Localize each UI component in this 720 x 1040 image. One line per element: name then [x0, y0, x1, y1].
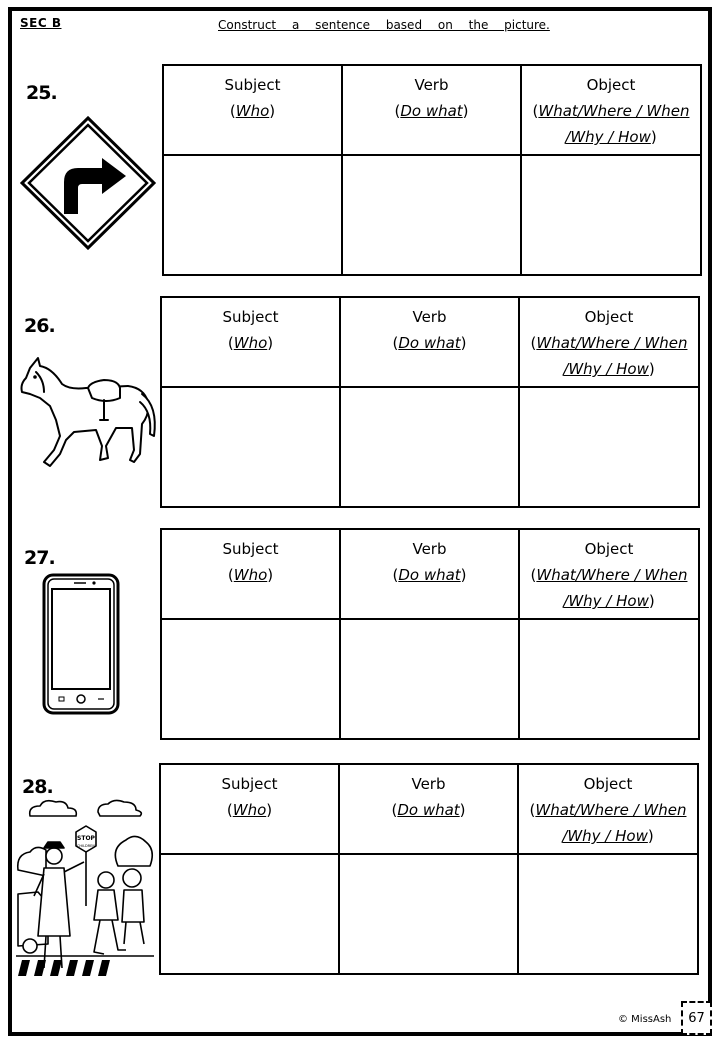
- subject-header: Subject (Who): [161, 297, 340, 387]
- object-answer-cell[interactable]: [519, 387, 699, 507]
- object-header: Object (What/Where / When /Why / How): [518, 764, 698, 854]
- answer-table-27: [160, 528, 700, 740]
- object-answer-cell[interactable]: [521, 155, 701, 275]
- verb-header: Verb (Do what): [342, 65, 521, 155]
- object-answer-cell[interactable]: [518, 854, 698, 974]
- object-header: Object (What/Where / When /Why / How): [519, 529, 699, 619]
- crossing-guard-scene-icon: [14, 796, 156, 978]
- subject-answer-cell[interactable]: [161, 387, 340, 507]
- answer-table-28: [159, 763, 699, 975]
- answer-table-25: [162, 64, 702, 276]
- subject-answer-cell[interactable]: [163, 155, 342, 275]
- stop-sign-text: STOP: [77, 835, 95, 842]
- object-header: Object (What/Where / When /Why / How): [521, 65, 701, 155]
- object-header: Object (What/Where / When /Why / How): [519, 297, 699, 387]
- verb-answer-cell[interactable]: [340, 619, 519, 739]
- question-number: 27.: [24, 547, 55, 569]
- verb-header: Verb (Do what): [340, 297, 519, 387]
- answer-table-26: [160, 296, 700, 508]
- question-number: 26.: [24, 315, 55, 337]
- section-label: SEC B: [20, 16, 62, 30]
- question-number: 25.: [26, 82, 57, 104]
- stop-sign-subtext: CHILDREN: [76, 844, 96, 848]
- subject-header: Subject (Who): [163, 65, 342, 155]
- object-answer-cell[interactable]: [519, 619, 699, 739]
- page-number-box: [681, 1001, 712, 1035]
- subject-answer-cell[interactable]: [161, 619, 340, 739]
- horse-icon: [16, 350, 160, 474]
- subject-header: Subject (Who): [160, 764, 339, 854]
- subject-header: Subject (Who): [161, 529, 340, 619]
- turn-right-sign-icon: [20, 116, 156, 250]
- smartphone-icon: [42, 573, 120, 715]
- question-number: 28.: [22, 776, 53, 798]
- verb-answer-cell[interactable]: [340, 387, 519, 507]
- verb-answer-cell[interactable]: [339, 854, 518, 974]
- copyright-text: © MissAsh: [618, 1014, 672, 1025]
- verb-answer-cell[interactable]: [342, 155, 521, 275]
- instruction-text: Construct a sentence based on the picture.: [218, 18, 550, 32]
- verb-header: Verb (Do what): [340, 529, 519, 619]
- page-number: 67: [688, 1010, 705, 1026]
- verb-header: Verb (Do what): [339, 764, 518, 854]
- subject-answer-cell[interactable]: [160, 854, 339, 974]
